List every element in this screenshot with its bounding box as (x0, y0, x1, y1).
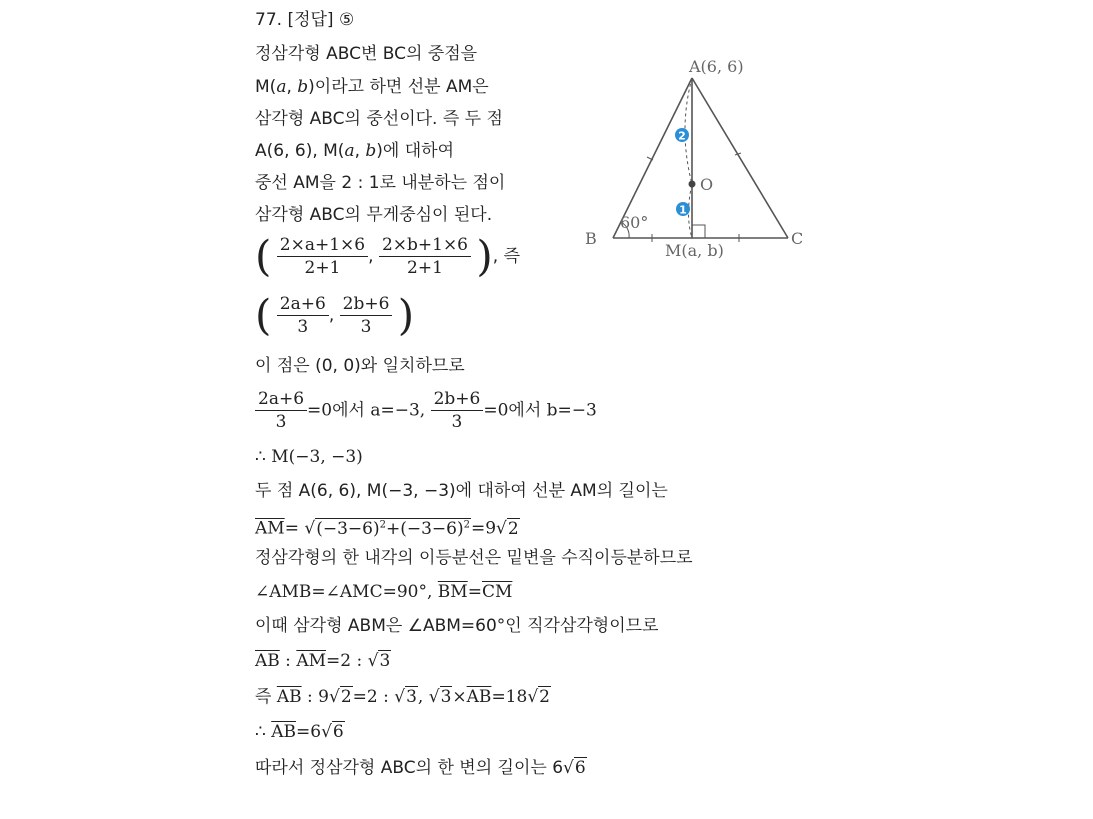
formula-centroid-2: ( $\frac{2a+6}{3}$ , $\frac{2b+6}{3}$ ) (255, 290, 415, 340)
label-a: A(6, 6) (689, 57, 744, 76)
label-o: O (700, 175, 714, 194)
line-4-pre: A(6, 6), M( (255, 141, 345, 161)
marker-2: 2 (678, 129, 686, 143)
line-16: 이때 삼각형 ABM은 ∠ABM=60°인 직각삼각형이므로 (255, 616, 659, 636)
label-b: B (585, 229, 597, 248)
line-3: 삼각형 ABC의 중선이다. 즉 두 점 (255, 109, 503, 129)
marker-1: 1 (679, 203, 687, 217)
segment-ab: $\overline{AB}$ (271, 722, 297, 742)
line-2-mid: , (286, 77, 298, 97)
segment-am: $\overline{AM}$ (255, 518, 285, 539)
segment-cm: $\overline{CM}$ (481, 582, 513, 602)
line-20: 따라서 정삼각형 ABC의 한 변의 길이는 6√6 (255, 758, 586, 778)
segment-am: $\overline{AM}$ (296, 651, 327, 671)
equation-b: =0에서 b=−3 (483, 400, 597, 421)
segment-bm: $\overline{BM}$ (437, 582, 468, 602)
line-2-post: )이라고 하면 선분 AM은 (308, 77, 489, 97)
line-10 (255, 388, 597, 433)
fraction: $\frac{2b+6}{3}$ (431, 388, 484, 433)
line-12: 두 점 A(6, 6), M(−3, −3)에 대하여 선분 AM의 길이는 (255, 481, 668, 501)
line-17: $\overline{AB}$ : $\overline{AM}=2$ : √3 (255, 651, 391, 671)
label-c: C (791, 229, 804, 248)
radical: $√(-3-6)^2+(-3-6)^2$ (304, 518, 470, 539)
fraction: $\frac{2\times a+1\times 6}{2+1}$ (277, 234, 368, 279)
equation-a: =0에서 a=−3, (307, 400, 426, 421)
line-6: 삼각형 ABC의 무게중심이 된다. (255, 205, 493, 225)
centroid-point (689, 181, 696, 188)
line-4-mid: , (354, 141, 366, 161)
segment-ab: $\overline{AB}$ (466, 687, 492, 707)
label-m: M(a, b) (665, 241, 724, 260)
line-18: 즉 $\overline{AB}$ : 9√2=2 : √3, $√3\times\overline{AB}=18√2$ (255, 687, 550, 707)
line-2 (255, 75, 489, 99)
fraction: $\frac{2a+6}{3}$ (255, 388, 307, 433)
line-2-pre: M( (255, 77, 277, 97)
line-15: ∠AMB=∠AMC=90°, $\overline{BM}=\overline{CM}$ (255, 582, 513, 602)
line-4-post: )에 대하여 (376, 141, 455, 161)
line-5: 중선 AM을 2 : 1로 내분하는 점이 (255, 173, 506, 193)
line-1: 정삼각형 ABC변 BC의 중점을 (255, 44, 478, 64)
formula-tail: 즉 (503, 246, 521, 267)
line-11: ∴ M(−3, −3) (255, 447, 363, 467)
fraction: $\frac{2a+6}{3}$ (277, 293, 329, 338)
triangle-diagram (583, 50, 823, 280)
var-a: a (276, 77, 287, 97)
line-9: 이 점은 (0, 0)와 일치하므로 (255, 356, 465, 376)
answer-header: 77. [정답] ⑤ (255, 10, 355, 30)
formula-centroid-1: ( $\frac{2\times a+1\times 6}{2+1}$ , $\frac{2\times b+1\times 6}{2+1}$ ), 즉 (255, 231, 521, 281)
side-ac (692, 78, 788, 238)
line-19: ∴ $\overline{AB}=6√6$ (255, 722, 344, 742)
var-b: b (365, 141, 377, 161)
right-angle-mark (692, 225, 705, 238)
var-a: a (344, 141, 355, 161)
var-b: b (297, 77, 309, 97)
fraction: $\frac{2b+6}{3}$ (340, 293, 393, 338)
segment-ab: $\overline{AB}$ (276, 687, 302, 707)
label-angle: 60° (620, 213, 649, 232)
segment-ab: $\overline{AB}$ (255, 651, 280, 671)
line-13: $\overline{AM}= √(-3-6)^2+(-3-6)^2=9√2$ (255, 518, 519, 539)
line-14: 정삼각형의 한 내각의 이등분선은 밑변을 수직이등분하므로 (255, 548, 693, 568)
line-4 (255, 139, 454, 163)
fraction: $\frac{2\times b+1\times 6}{2+1}$ (379, 234, 471, 279)
